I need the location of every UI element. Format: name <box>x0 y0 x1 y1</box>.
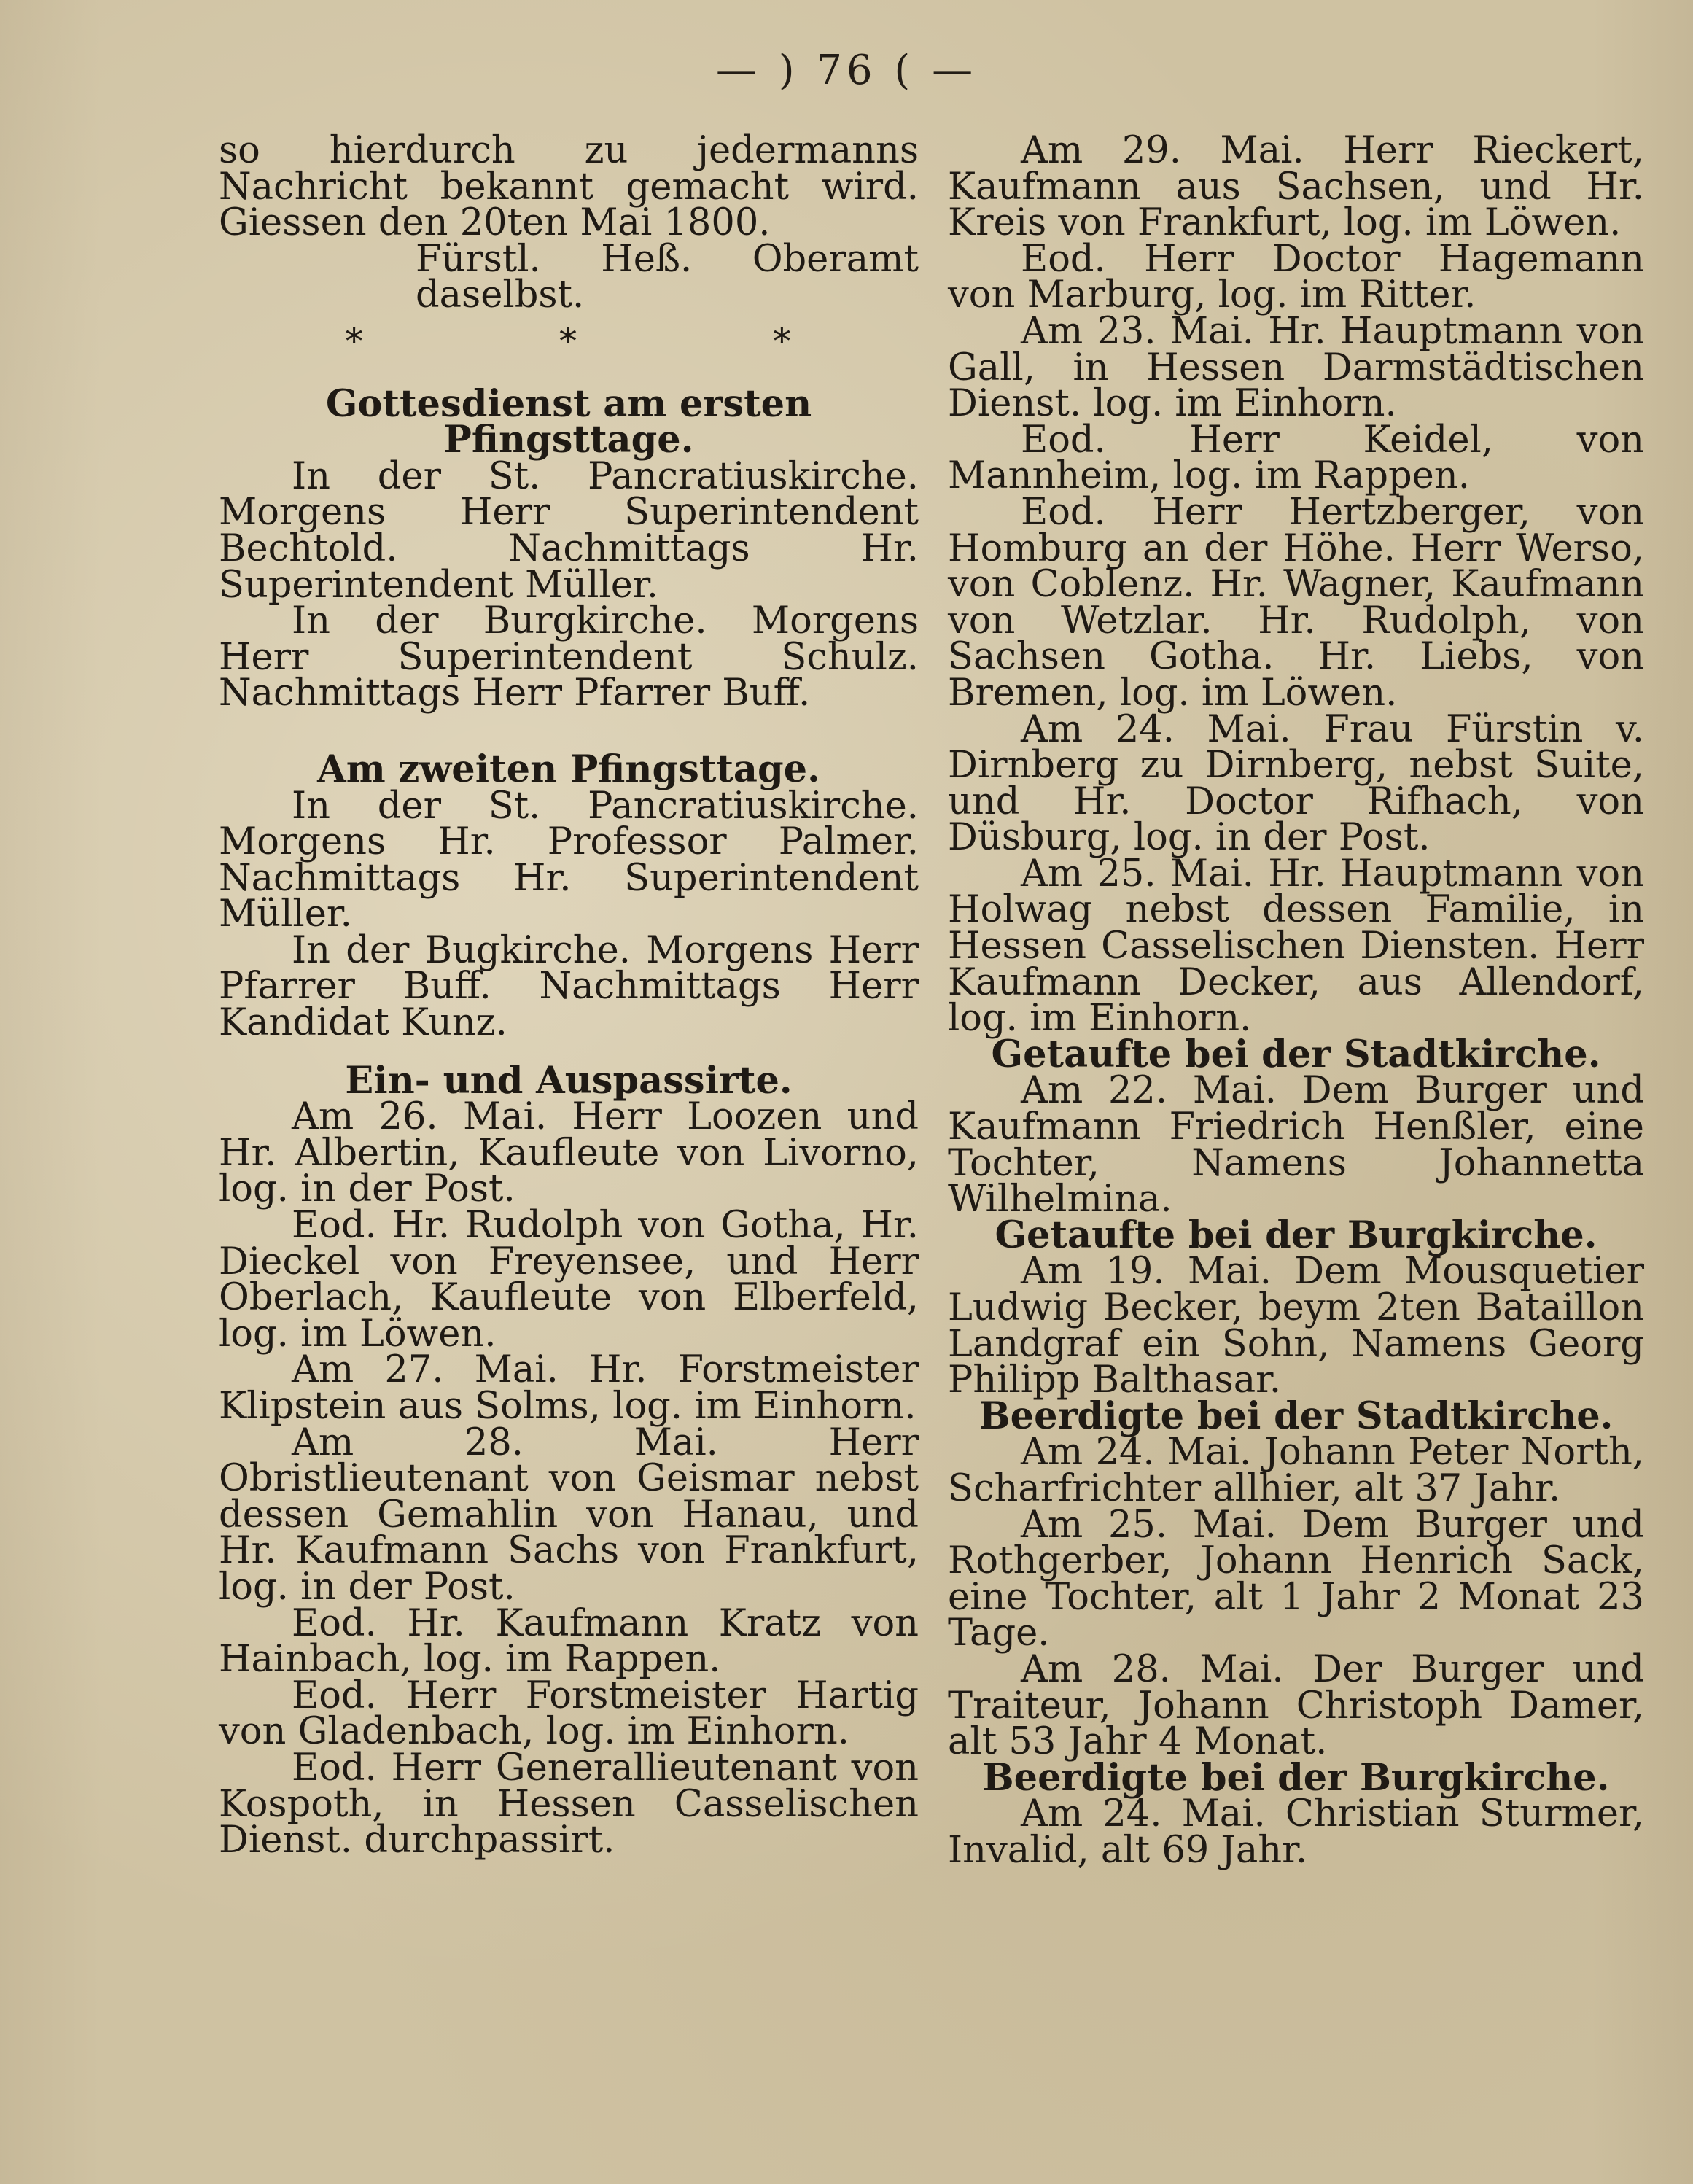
traveler-entry: Am 24. Mai. Frau Fürstin v. Dirnberg zu Dirnberg, nebst Suite, und Hr. Doctor Rifhach, von Düsburg, log. in der Post. <box>948 707 1644 860</box>
traveler-entry: Eod. Herr Forstmeister Hartig von Gladenbach, log. im Einhorn. <box>219 1674 919 1754</box>
left-column <box>219 129 919 1862</box>
asterism-mark: * <box>345 320 365 362</box>
register-entry: Am 28. Mai. Der Burger und Traiteur, Johann Christoph Damer, alt 53 Jahr 4 Monat. <box>948 1647 1644 1764</box>
traveler-entry: Eod. Herr Doctor Hagemann von Marburg, log. im Ritter. <box>948 237 1644 317</box>
register-entry: Am 22. Mai. Dem Burger und Kaufmann Friedrich Henßler, eine Tochter, Namens Johannetta Wilhelmina. <box>948 1069 1644 1221</box>
register-entry: Am 24. Mai. Christian Sturmer, Invalid, alt 69 Jahr. <box>948 1792 1644 1872</box>
traveler-entry: Eod. Hr. Kaufmann Kratz von Hainbach, log. im Rappen. <box>219 1601 919 1682</box>
page-number: — ) 76 ( — <box>715 47 978 94</box>
asterism-mark: * <box>559 320 578 362</box>
closing-paragraph: so hierdurch zu jedermanns Nachricht bekannt gemacht wird. Giessen den 20ten Mai 1800. <box>219 129 919 245</box>
section-heading: Beerdigte bei der Stadtkirche. <box>978 1394 1614 1438</box>
asterism-divider <box>219 320 919 362</box>
traveler-entry: Am 29. Mai. Herr Rieckert, Kaufmann aus Sachsen, und Hr. Kreis von Frankfurt, log. im Löwen. <box>948 129 1644 245</box>
asterism-mark: * <box>773 320 793 362</box>
section-heading: Beerdigte bei der Burgkirche. <box>982 1755 1610 1800</box>
office-signature: Fürstl. Heß. Oberamt daselbst. <box>416 237 919 317</box>
traveler-entry: Am 23. Mai. Hr. Hauptmann von Gall, in Hessen Darmstädtischen Dienst. log. im Einhorn. <box>948 309 1644 426</box>
service-entry: In der Bugkirche. Morgens Herr Pfarrer Buff. Nachmittags Herr Kandidat Kunz. <box>219 928 919 1045</box>
traveler-entry: Eod. Herr Hertzberger, von Homburg an der Höhe. Herr Werso, von Coblenz. Hr. Wagner, Kaufmann von Wetzlar. Hr. Rudolph, von Sachsen Gotha. Hr. Liebs, von Bremen, log. im Löwen. <box>948 490 1644 715</box>
traveler-entry: Am 27. Mai. Hr. Forstmeister Klipstein aus Solms, log. im Einhorn. <box>219 1348 919 1428</box>
right-column <box>948 129 1644 1872</box>
traveler-entry: Am 26. Mai. Herr Loozen und Hr. Albertin, Kaufleute von Livorno, log. in der Post. <box>219 1095 919 1211</box>
register-entry: Am 24. Mai. Johann Peter North, Scharfrichter allhier, alt 37 Jahr. <box>948 1431 1644 1510</box>
traveler-entry: Am 28. Mai. Herr Obristlieutenant von Geismar nebst dessen Gemahlin von Hanau, und Hr. Kaufmann Sachs von Frankfurt, log. in der Post. <box>219 1421 919 1609</box>
section-heading: Gottesdienst am ersten Pfingsttage. <box>325 381 812 462</box>
service-entry: In der Burgkirche. Morgens Herr Superintendent Schulz. Nachmittags Herr Pfarrer Buff. <box>219 599 919 715</box>
service-entry: In der St. Pancratiuskirche. Morgens Herr Superintendent Bechtold. Nachmittags Hr. Superintendent Müller. <box>219 454 919 607</box>
service-entry: In der St. Pancratiuskirche. Morgens Hr. Professor Palmer. Nachmittags Hr. Superintendent Müller. <box>219 784 919 936</box>
traveler-entry: Eod. Hr. Rudolph von Gotha, Hr. Dieckel von Freyensee, und Herr Oberlach, Kaufleute von Elberfeld, log. im Löwen. <box>219 1204 919 1356</box>
section-heading: Getaufte bei der Stadtkirche. <box>991 1032 1601 1076</box>
traveler-entry: Am 25. Mai. Hr. Hauptmann von Holwag nebst dessen Familie, in Hessen Casselischen Diensten. Herr Kaufmann Decker, aus Allendorf, log. im Einhorn. <box>948 852 1644 1041</box>
register-entry: Am 25. Mai. Dem Burger und Rothgerber, Johann Henrich Sack, eine Tochter, alt 1 Jahr 2 Monat 23 Tage. <box>948 1503 1644 1655</box>
section-heading: Getaufte bei der Burgkirche. <box>995 1213 1597 1257</box>
section-heading: Ein- und Auspassirte. <box>345 1058 793 1103</box>
register-entry: Am 19. Mai. Dem Mousquetier Ludwig Becker, beym 2ten Bataillon Landgraf ein Sohn, Namens Georg Philipp Balthasar. <box>948 1250 1644 1402</box>
traveler-entry: Eod. Herr Keidel, von Mannheim, log. im Rappen. <box>948 418 1644 498</box>
traveler-entry: Eod. Herr Generallieutenant von Kospoth, in Hessen Casselischen Dienst. durchpassirt. <box>219 1746 919 1862</box>
section-heading: Am zweiten Pfingsttage. <box>317 747 820 791</box>
